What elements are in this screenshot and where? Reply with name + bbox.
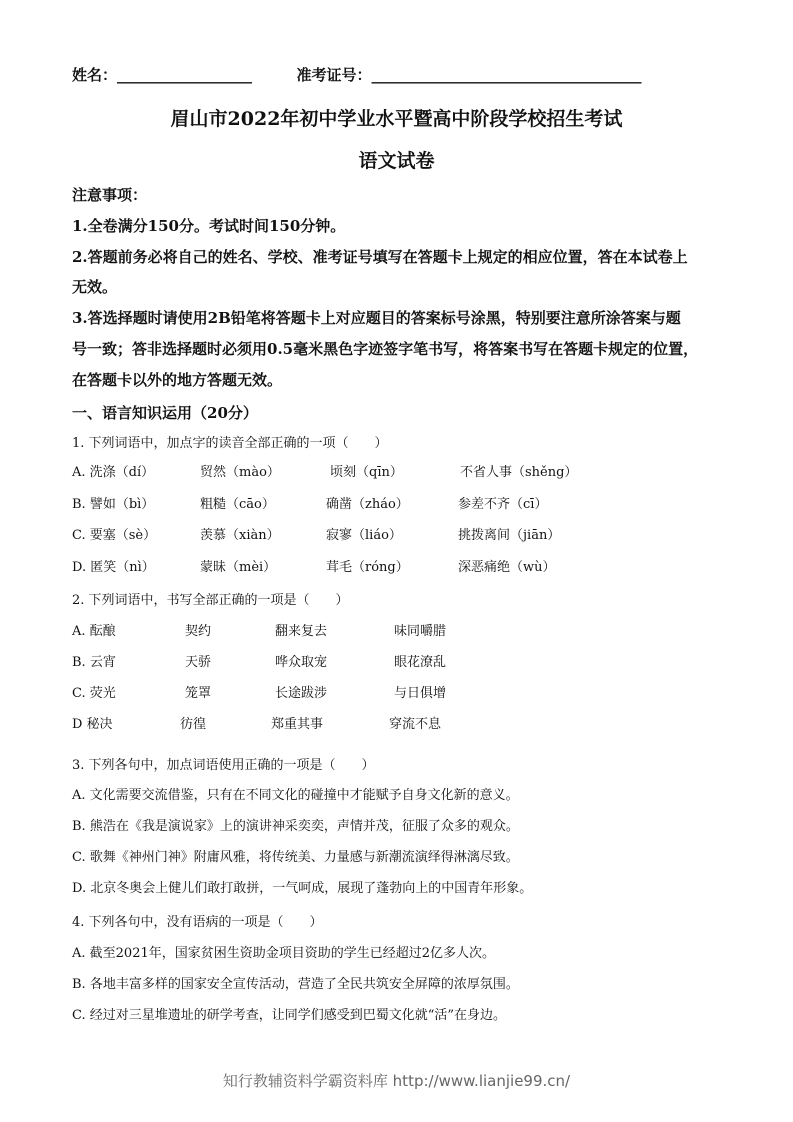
note-item: 号一致；答非选择题时必须用0.5毫米黑色字迹签字笔书写，将答案书写在答题卡规定的位置， <box>72 340 699 358</box>
q1-option-b-2: 粗糙（cāo） <box>200 497 275 512</box>
note-item: 在答题卡以外的地方答题无效。 <box>72 371 283 389</box>
q2-option-c-4: 与日俱增 <box>394 686 447 701</box>
q1-option-c-3: 寂寥（liáo） <box>326 528 402 543</box>
q4-option-b: B. 各地丰富多样的国家安全宣传活动，营造了全民共筑安全屏障的浓厚氛围。 <box>72 977 519 992</box>
q3-option-a: A. 文化需要交流借鉴，只有在不同文化的碰撞中才能赋予自身文化新的意义。 <box>72 788 519 803</box>
note-item: 3.答选择题时请使用2B铅笔将答题卡上对应题目的答案标号涂黑，特别要注意所涂答案与题 <box>72 309 681 327</box>
note-item: 1.全卷满分150分。考试时间150分钟。 <box>72 217 346 235</box>
question-4-stem: 4. 下列各句中，没有语病的一项是（ ） <box>72 915 323 930</box>
q1-option-d-4: 深恶痛绝（wù） <box>458 560 556 575</box>
q2-option-b-3: 哗众取宠 <box>275 655 328 670</box>
question-1-stem: 1. 下列词语中，加点字的读音全部正确的一项（ ） <box>72 436 388 451</box>
q3-option-d: D. 北京冬奥会上健儿们敢打敢拼，一气呵成，展现了蓬勃向上的中国青年形象。 <box>72 881 533 896</box>
question-3-stem: 3. 下列各句中，加点词语使用正确的一项是（ ） <box>72 758 375 773</box>
name-field[interactable]: __________________ <box>117 66 253 84</box>
q1-option-b-4: 参差不齐（cī） <box>458 497 548 512</box>
q1-option-a-3: 顷刻（qīn） <box>330 465 403 480</box>
q2-option-c-3: 长途跋涉 <box>275 686 328 701</box>
q4-option-c: C. 经过对三星堆遗址的研学考查，让同学们感受到巴蜀文化就“活”在身边。 <box>72 1008 507 1023</box>
q2-option-a-3: 翻来复去 <box>275 624 328 639</box>
q1-option-a-2: 贸然（mào） <box>200 465 280 480</box>
q2-option-d-3: 郑重其事 <box>271 717 324 732</box>
question-2-stem: 2. 下列词语中，书写全部正确的一项是（ ） <box>72 593 349 608</box>
name-label: 姓名： <box>72 66 118 84</box>
q2-option-b-4: 眼花潦乱 <box>394 655 447 670</box>
exam-number-label: 准考证号： <box>296 66 372 84</box>
footer-source[interactable]: 知行教辅资料学霸资料库 http://www.lianjie99.cn/ <box>222 1072 571 1090</box>
q4-option-a: A. 截至2021年，国家贫困生资助金项目资助的学生已经超过2亿多人次。 <box>72 946 496 961</box>
q2-option-b-2: 天骄 <box>185 655 212 670</box>
q2-option-d-2: 彷徨 <box>180 717 207 732</box>
q1-option-c-4: 挑拨离间（jiān） <box>458 528 561 543</box>
q1-option-c-1: C. 要塞（sè） <box>72 528 157 543</box>
q2-option-a-2: 契约 <box>185 624 212 639</box>
exam-subtitle: 语文试卷 <box>358 150 435 172</box>
q3-option-b: B. 熊浩在《我是演说家》上的演讲神采奕奕，声情并茂，征服了众多的观众。 <box>72 819 519 834</box>
q2-option-b-1: B. 云宵 <box>72 655 116 670</box>
q1-option-d-1: D. 匿笑（nì） <box>72 560 155 575</box>
q1-option-d-2: 蒙昧（mèi） <box>200 560 277 575</box>
q1-option-a-4: 不省人事（shěng） <box>460 465 578 480</box>
section-heading: 一、语言知识运用（20分） <box>72 404 258 422</box>
q1-option-a-1: A. 洗涤（dí） <box>72 465 155 480</box>
exam-number-field[interactable]: ____________________________________ <box>371 66 642 84</box>
q2-option-d-1: D 秘决 <box>72 717 113 732</box>
q2-option-a-4: 味同嚼腊 <box>394 624 447 639</box>
q2-option-c-1: C. 荧光 <box>72 686 116 701</box>
candidate-info-line <box>72 64 642 85</box>
notes-heading: 注意事项： <box>72 186 148 204</box>
q1-option-d-3: 茸毛（róng） <box>326 560 409 575</box>
exam-title: 眉山市2022年初中学业水平暨高中阶段学校招生考试 <box>170 108 623 130</box>
note-item: 2.答题前务必将自己的姓名、学校、准考证号填写在答题卡上规定的相应位置，答在本试卷上 <box>72 248 688 266</box>
note-item: 无效。 <box>72 278 118 296</box>
q1-option-b-1: B. 譬如（bì） <box>72 497 155 512</box>
q3-option-c: C. 歌舞《神州门神》附庸风雅，将传统美、力量感与新潮流演绎得淋漓尽致。 <box>72 850 519 865</box>
q1-option-b-3: 确凿（zháo） <box>326 497 409 512</box>
q2-option-c-2: 笼罩 <box>185 686 212 701</box>
q2-option-d-4: 穿流不息 <box>389 717 442 732</box>
q2-option-a-1: A. 酝酿 <box>72 624 116 639</box>
q1-option-c-2: 羡慕（xiàn） <box>200 528 280 543</box>
